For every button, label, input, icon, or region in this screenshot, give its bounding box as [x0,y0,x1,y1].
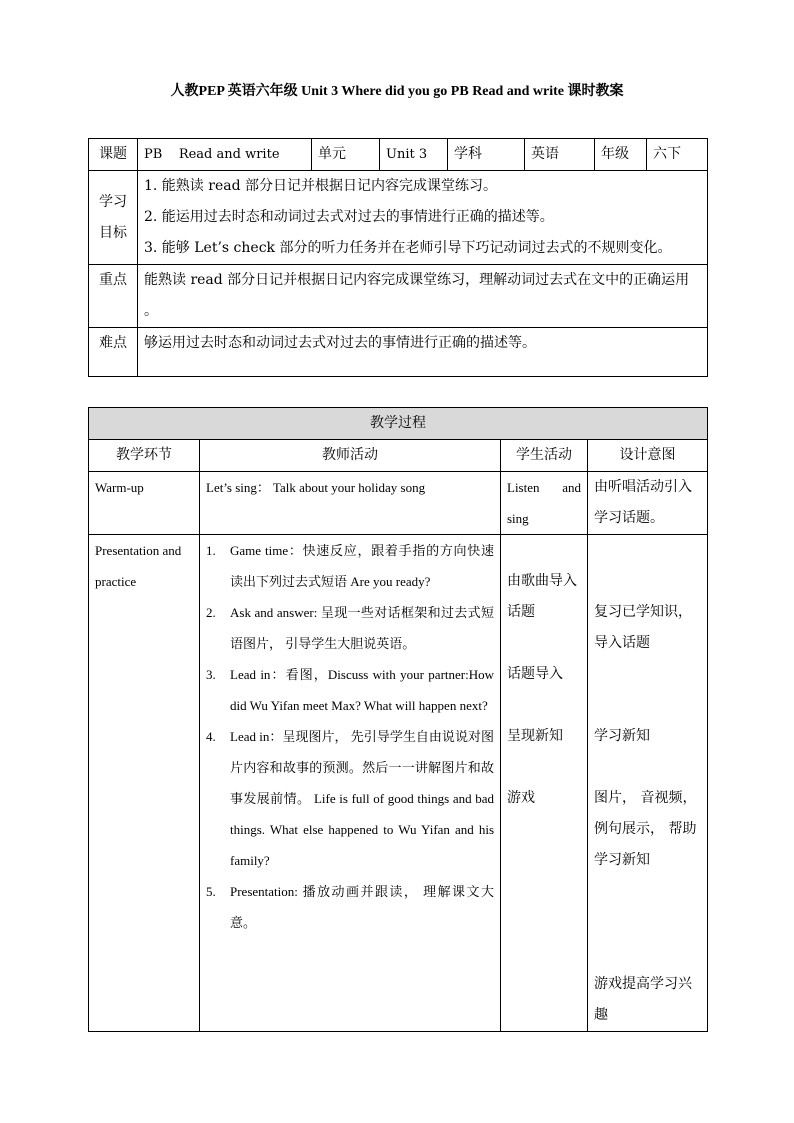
list-item [206,597,494,659]
col-student-header: 学生活动 [501,440,588,472]
student-activity: 由歌曲导入话题 [507,573,577,620]
goal-item: 1. 能熟读 read 部分日记并根据日记内容完成课堂练习。 [144,178,497,194]
process-table [88,407,708,1032]
key-label: 重点 [89,265,138,328]
col-design-header: 设计意图 [588,440,708,472]
warmup-teacher: Let’s sing： Talk about your holiday song [200,472,501,535]
grade-label: 年级 [595,139,647,171]
info-table [88,138,708,377]
list-item [206,535,494,597]
page-title: 人教PEP 英语六年级 Unit 3 Where did you go PB Read and write 课时教案 [170,84,624,99]
course-label: 课题 [89,139,138,171]
goals-label-line-2: 目标 [99,224,127,241]
presentation-row [89,535,708,1032]
design-intent: 学习新知 [594,728,650,744]
process-header: 教学过程 [89,408,708,440]
step-number: 1. [206,543,216,558]
goals-label-line-1: 学习 [99,193,127,210]
step-text: Lead in：看图，Discuss with your partner:How did Wu Yifan meet Max? What will happen next? [230,667,494,713]
list-item [206,721,494,876]
teacher-steps-list [206,535,494,938]
goal-item: 3. 能够 Let’s check 部分的听力任务并在老师引导下巧记动词过去式的不规则变化。 [144,240,672,256]
design-intent: 图片， 音视频，例句展示， 帮助学习新知 [594,790,697,868]
goal-item: 2. 能运用过去时态和动词过去式对过去的事情进行正确的描述等。 [144,209,554,225]
key-text: 能熟读 read 部分日记并根据日记内容完成课堂练习，理解动词过去式在文中的正确运用 。 [138,265,708,328]
goals-content [138,171,708,265]
presentation-stage: Presentation and practice [89,535,200,1032]
list-item [206,876,494,938]
step-number: 5. [206,884,216,899]
student-activity: 话题导入 [507,666,563,682]
unit-label: 单元 [312,139,380,171]
presentation-teacher [200,535,501,1032]
goals-row [89,171,708,265]
key-row [89,265,708,328]
warmup-student: Listen and sing [501,472,588,535]
presentation-student [501,535,588,1032]
warmup-stage: Warm-up [89,472,200,535]
info-row [89,139,708,171]
unit-value: Unit 3 [380,139,448,171]
col-teacher-header: 教师活动 [200,440,501,472]
subject-value: 英语 [525,139,595,171]
step-text: Lead in：呈现图片， 先引导学生自由说说对图片内容和故事的预测。然后一一讲解图片和故事发展前情。 Life is full of good things and bad things. What else happened to Wu Yifan and his family? [230,729,494,868]
step-text: Game time：快速反应，跟着手指的方向快速读出下列过去式短语 Are you ready? [230,543,494,589]
col-stage-header: 教学环节 [89,440,200,472]
course-value: PB Read and write [138,139,312,171]
difficulty-label: 难点 [89,328,138,377]
student-activity: 游戏 [507,790,535,806]
warmup-row [89,472,708,535]
process-header-row [89,408,708,440]
design-intent: 复习已学知识，导入话题 [594,604,692,651]
warmup-design: 由听唱活动引入学习话题。 [588,472,708,535]
step-number: 3. [206,667,216,682]
step-number: 4. [206,729,216,744]
grade-value: 六下 [647,139,708,171]
list-item [206,659,494,721]
presentation-design [588,535,708,1032]
step-text: Ask and answer: 呈现一些对话框架和过去式短语图片， 引导学生大胆说英语。 [230,605,494,651]
step-text: Presentation: 播放动画并跟读， 理解课文大意。 [230,884,494,930]
difficulty-text: 够运用过去时态和动词过去式对过去的事情进行正确的描述等。 [138,328,708,377]
subject-label: 学科 [448,139,525,171]
difficulty-row [89,328,708,377]
design-intent: 游戏提高学习兴趣 [594,976,692,1023]
goals-label [89,171,138,265]
step-number: 2. [206,605,216,620]
student-activity: 呈现新知 [507,728,563,744]
column-header-row [89,440,708,472]
